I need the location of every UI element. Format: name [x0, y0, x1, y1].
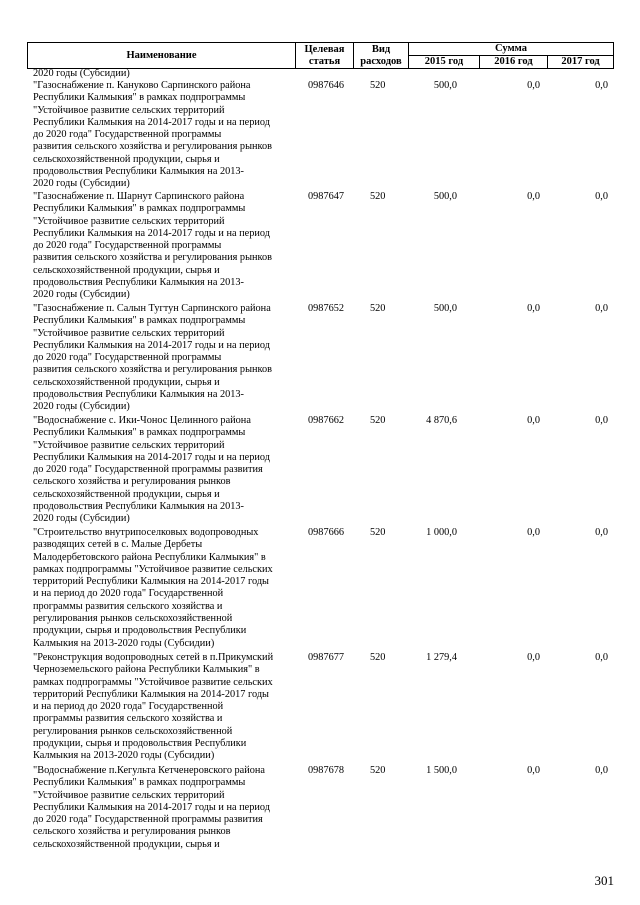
- row-sum-2015: 4 870,6: [426, 415, 457, 426]
- row-code: 0987647: [308, 191, 345, 202]
- carryover-text: 2020 годы (Субсидии): [33, 68, 130, 79]
- row-sum-2015: 1 279,4: [426, 652, 457, 663]
- row-sum-2015: 1 000,0: [426, 527, 457, 538]
- row-sum-2015: 1 500,0: [426, 765, 457, 776]
- row-expense-type: 520: [370, 415, 386, 426]
- row-expense-type: 520: [370, 765, 386, 776]
- page-number: 301: [594, 873, 614, 888]
- row-name: "Газоснабжение п. Салын Тугтун Сарпинского района Республики Калмыкия" в рамках подпрограммы "Устойчивое развитие сельских территорий Республики Калмыкия на 2014-2017 годы и на период до 2020 года" Государственной программы развития сельского хозяйства и регулирования рынков сельскохозяйственной продукции, сырья и продовольствия Республики Калмыкия на 2013- 2020 годы (Субсидии): [33, 303, 272, 413]
- row-sum-2017: 0,0: [595, 765, 608, 776]
- row-code: 0987662: [308, 415, 345, 426]
- row-sum-2016: 0,0: [527, 527, 540, 538]
- row-name: "Реконструкция водопроводных сетей в п.Прикумский Черноземельского района Республики Калмыкия" в рамках подпрограммы "Устойчивое развитие сельских территорий Республики Калмыкия на 2014-2017 годы и на период до 2020 года" Государственной программы развития сельского хозяйства и регулирования рынков сельскохозяйственной продукции, сырья и продовольствия Республики Калмыкия на 2013-2020 годы (Субсидии): [33, 652, 274, 762]
- row-sum-2017: 0,0: [595, 652, 608, 663]
- row-sum-2015: 500,0: [433, 80, 457, 91]
- row-sum-2017: 0,0: [595, 415, 608, 426]
- header-name: Наименование: [28, 43, 296, 69]
- row-sum-2016: 0,0: [527, 652, 540, 663]
- row-expense-type: 520: [370, 191, 386, 202]
- row-code: 0987646: [308, 80, 345, 91]
- header-year-2017: 2017 год: [548, 56, 614, 69]
- row-sum-2015: 500,0: [433, 303, 457, 314]
- row-sum-2017: 0,0: [595, 191, 608, 202]
- row-expense-type: 520: [370, 527, 386, 538]
- row-code: 0987652: [308, 303, 345, 314]
- row-code: 0987678: [308, 765, 345, 776]
- row-name: "Строительство внутрипоселковых водопроводных разводящих сетей в с. Малые Дербеты Малодербетовского района Республики Калмыкия" в рамках подпрограммы "Устойчивое развитие сельских территорий Республики Калмыкия на 2014-2017 годы и на период до 2020 года" Государственной программы развития сельского хозяйства и регулирования рынков сельскохозяйственной продукции, сырья и продовольствия Республики Калмыкия на 2013-2020 годы (Субсидии): [33, 527, 273, 649]
- header-sum: Сумма: [409, 43, 614, 56]
- row-expense-type: 520: [370, 652, 386, 663]
- row-sum-2016: 0,0: [527, 80, 540, 91]
- row-expense-type: 520: [370, 303, 386, 314]
- row-expense-type: 520: [370, 80, 386, 91]
- row-sum-2015: 500,0: [433, 191, 457, 202]
- header-expense-type: Вид расходов: [354, 43, 409, 69]
- row-sum-2017: 0,0: [595, 303, 608, 314]
- header-year-2016: 2016 год: [480, 56, 548, 69]
- row-code: 0987666: [308, 527, 345, 538]
- row-code: 0987677: [308, 652, 345, 663]
- row-name: "Водоснабжение с. Ики-Чонос Целинного района Республики Калмыкия" в рамках подпрограммы "Устойчивое развитие сельских территорий Республики Калмыкия на 2014-2017 годы и на период до 2020 года" Государственной программы развития сельского хозяйства и регулирования рынков сельскохозяйственной продукции, сырья и продовольствия Республики Калмыкия на 2013- 2020 годы (Субсидии): [33, 415, 270, 525]
- row-sum-2016: 0,0: [527, 191, 540, 202]
- header-target-article: Целевая статья: [296, 43, 354, 69]
- table-header: [27, 42, 614, 69]
- row-sum-2017: 0,0: [595, 80, 608, 91]
- row-name: "Газоснабжение п. Шарнут Сарпинского района Республики Калмыкия" в рамках подпрограммы "Устойчивое развитие сельских территорий Республики Калмыкия на 2014-2017 годы и на период до 2020 года" Государственной программы развития сельского хозяйства и регулирования рынков сельскохозяйственной продукции, сырья и продовольствия Республики Калмыкия на 2013- 2020 годы (Субсидии): [33, 191, 272, 301]
- header-year-2015: 2015 год: [409, 56, 480, 69]
- row-sum-2016: 0,0: [527, 765, 540, 776]
- row-name: "Водоснабжение п.Кегульта Кетченеровского района Республики Калмыкия" в рамках подпрограммы "Устойчивое развитие сельских территорий Республики Калмыкия на 2014-2017 годы и на период до 2020 года" Государственной программы развития сельского хозяйства и регулирования рынков сельскохозяйственной продукции, сырья и: [33, 765, 270, 850]
- row-sum-2016: 0,0: [527, 415, 540, 426]
- row-name: "Газоснабжение п. Кануково Сарпинского района Республики Калмыкия" в рамках подпрограммы "Устойчивое развитие сельских территорий Республики Калмыкия на 2014-2017 годы и на период до 2020 года" Государственной программы развития сельского хозяйства и регулирования рынков сельскохозяйственной продукции, сырья и продовольствия Республики Калмыкия на 2013- 2020 годы (Субсидии): [33, 80, 272, 190]
- row-sum-2016: 0,0: [527, 303, 540, 314]
- row-sum-2017: 0,0: [595, 527, 608, 538]
